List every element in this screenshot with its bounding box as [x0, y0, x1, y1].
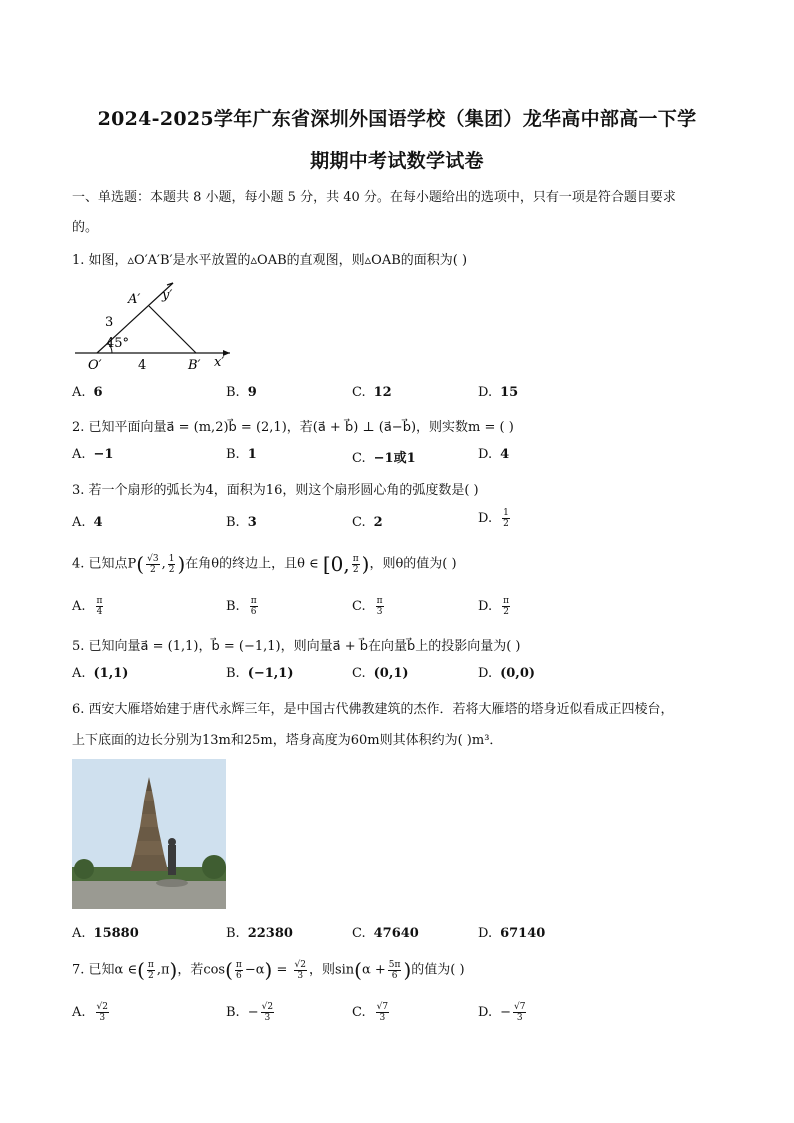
q4-option-b[interactable]: B. $\frac{\pi}{6}$	[226, 596, 257, 617]
q7-option-c[interactable]: C. $\frac{√7}{3}$	[352, 1002, 389, 1023]
origin-label: O′	[88, 358, 102, 373]
q2-option-a[interactable]: A. −1	[72, 447, 114, 462]
q7-option-a[interactable]: A. $\frac{√2}{3}$	[72, 1002, 108, 1023]
question-2-text: 2. 已知平面向量a⃗ = (m,2)b⃗ = (2,1)，若(a⃗ + b⃗) ⊥ (a⃗−b⃗)，则实数m = ( )	[72, 420, 514, 435]
question-7-text: 7. 已知α ∈( $\frac{\pi}{2}$ ,π)，若cos( $\frac{\pi}{6}$ −α) = $\frac{√2}{3}$ ，则sin(α + $\frac{5\pi}{6}$ )的值为( )	[72, 958, 465, 982]
question-6-line1: 6. 西安大雁塔始建于唐代永辉三年，是中国古代佛教建筑的杰作．若将大雁塔的塔身近似看成正四棱台，	[72, 702, 674, 717]
q1-option-c[interactable]: C. 12	[352, 385, 392, 400]
question-1-text: 1. 如图，▵O′A′B′是水平放置的▵OAB的直观图，则▵OAB的面积为( )	[72, 253, 468, 268]
q3-option-a[interactable]: A. 4	[72, 515, 103, 530]
vertex-a-label: A′	[128, 292, 141, 307]
base-length-4: 4	[138, 358, 147, 373]
pagoda-illustration	[72, 759, 226, 909]
q6-option-a[interactable]: A. 15880	[72, 926, 139, 941]
q6-option-d[interactable]: D. 67140	[478, 926, 546, 941]
section-heading-line1: 一、单选题：本题共 8 小题，每小题 5 分，共 40 分。在每小题给出的选项中，只有一项是符合题目要求	[72, 190, 676, 205]
big-wild-goose-pagoda-photo	[72, 759, 226, 909]
vertex-b-label: B′	[188, 358, 201, 373]
q2-option-c[interactable]: C. −1或1	[352, 451, 416, 466]
q4-option-c[interactable]: C. $\frac{\pi}{3}$	[352, 596, 383, 617]
question-5-text: 5. 已知向量a⃗ = (1,1)，b⃗ = (−1,1)，则向量a⃗ + b⃗在向量b⃗上的投影向量为( )	[72, 639, 521, 654]
q2-option-b[interactable]: B. 1	[226, 447, 257, 462]
q7-option-b[interactable]: B. − $\frac{√2}{3}$	[226, 1002, 274, 1023]
question-6-line2: 上下底面的边长分别为13m和25m，塔身高度为60m则其体积约为( )m³．	[72, 733, 503, 748]
angle-45-label: 45°	[106, 336, 130, 351]
q1-option-b[interactable]: B. 9	[226, 385, 257, 400]
q3-option-d[interactable]: D. $\frac{1}{2}$	[478, 508, 509, 529]
q6-option-b[interactable]: B. 22380	[226, 926, 293, 941]
triangle-side-ab	[149, 306, 196, 353]
question-4-text: 4. 已知点P( $\frac{√3}{2}$ , $\frac{1}{2}$ )在角θ的终边上，且θ ∈ [0, $\frac{\pi}{2}$ )，则θ的值为( )	[72, 552, 457, 576]
y-axis-label: y′	[162, 288, 173, 303]
exam-title-line2: 期期中考试数学试卷	[310, 150, 484, 172]
x-axis-label: x′	[214, 355, 225, 370]
q2-option-d[interactable]: D. 4	[478, 447, 510, 462]
oblique-triangle-figure	[72, 280, 242, 375]
q5-option-a[interactable]: A. (1,1)	[72, 666, 129, 681]
exam-title-line1: 2024-2025学年广东省深圳外国语学校（集团）龙华高中部高一下学	[97, 108, 697, 130]
q1-option-d[interactable]: D. 15	[478, 385, 519, 400]
q1-option-a[interactable]: A. 6	[72, 385, 103, 400]
q5-option-b[interactable]: B. (−1,1)	[226, 666, 294, 681]
section-heading-line2: 的。	[72, 220, 99, 235]
q7-option-d[interactable]: D. − $\frac{√7}{3}$	[478, 1002, 526, 1023]
plaza	[72, 881, 226, 909]
q3-option-c[interactable]: C. 2	[352, 515, 383, 530]
q5-option-c[interactable]: C. (0,1)	[352, 666, 409, 681]
q4-option-d[interactable]: D. $\frac{\pi}{2}$	[478, 596, 510, 617]
q6-option-c[interactable]: C. 47640	[352, 926, 419, 941]
question-3-text: 3. 若一个扇形的弧长为4，面积为16，则这个扇形圆心角的弧度数是( )	[72, 483, 479, 498]
q3-option-b[interactable]: B. 3	[226, 515, 257, 530]
statue	[168, 845, 176, 875]
side-length-3: 3	[105, 315, 114, 330]
q5-option-d[interactable]: D. (0,0)	[478, 666, 536, 681]
q4-option-a[interactable]: A. $\frac{\pi}{4}$	[72, 596, 103, 617]
